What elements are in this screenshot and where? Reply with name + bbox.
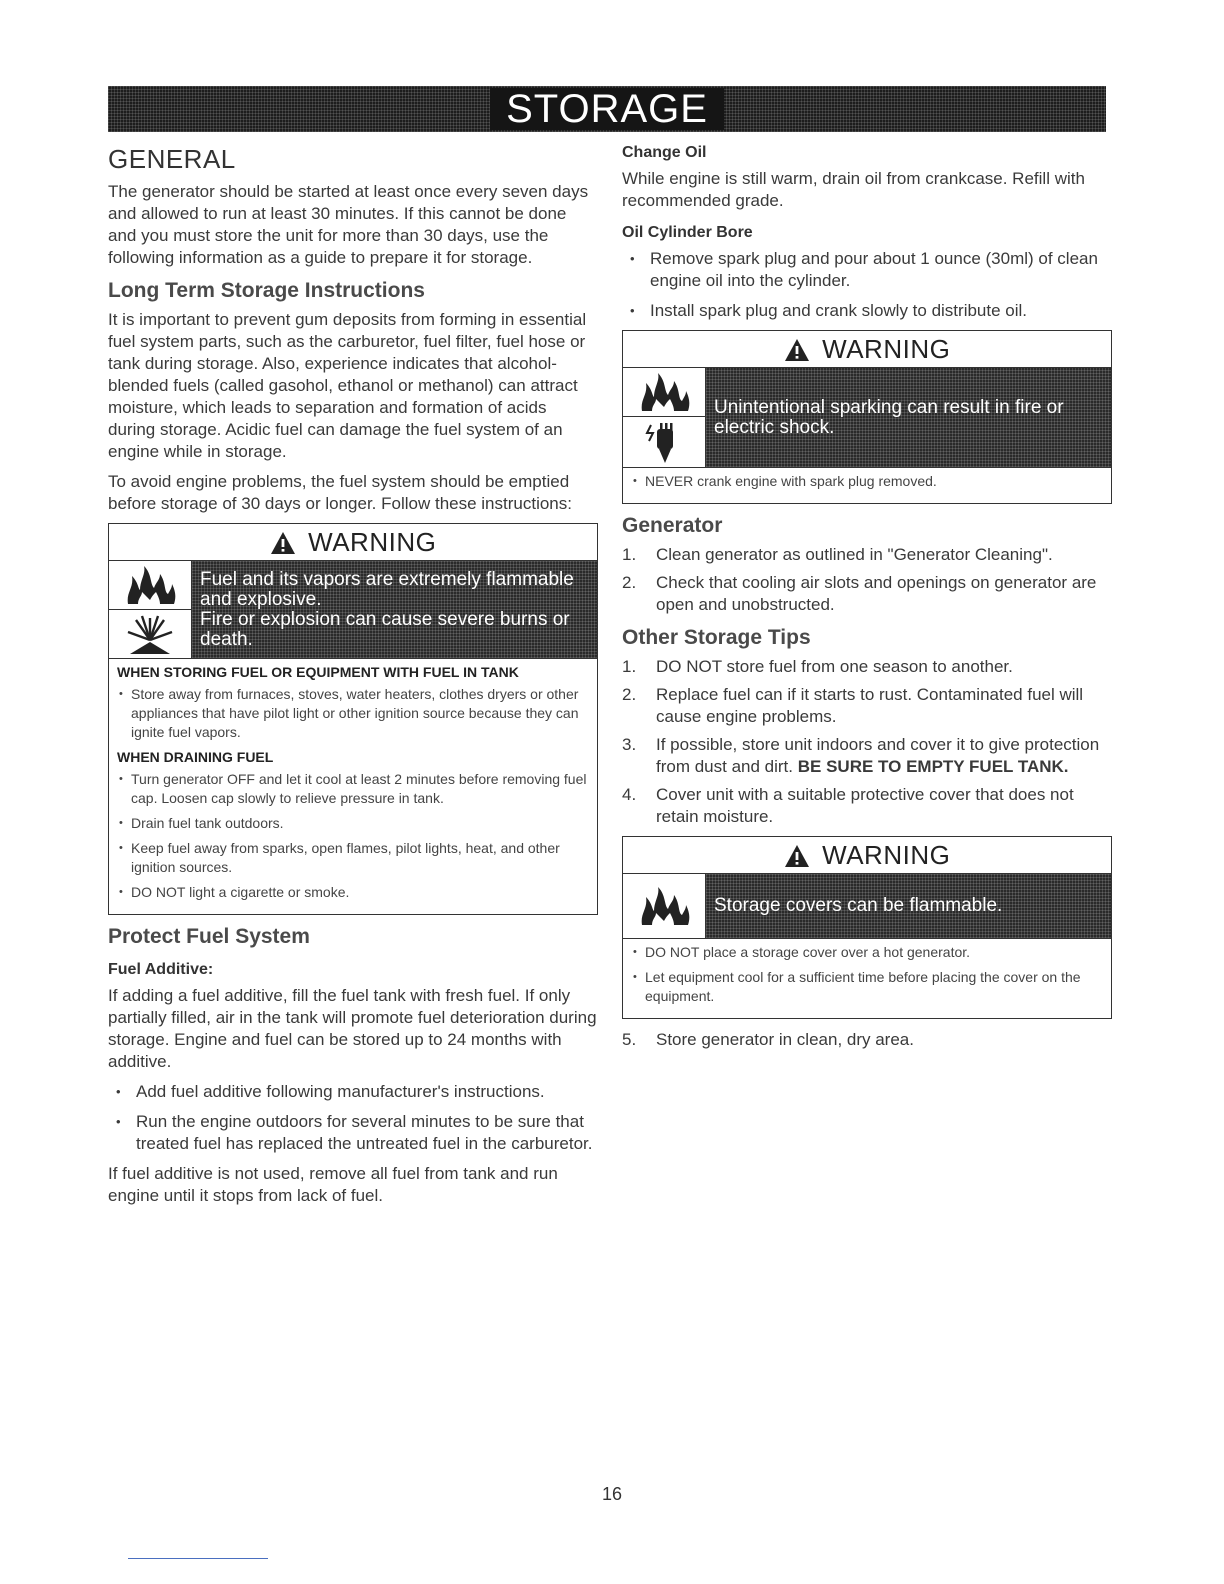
warning-hazard-row bbox=[623, 367, 1111, 468]
list-item: • Store away from furnaces, stoves, water heaters, clothes dryers or other appliances that have pilot light or other ignition source because they can ignite fuel vapors. bbox=[117, 685, 589, 742]
banner-title: STORAGE bbox=[490, 88, 724, 130]
list-item: • Add fuel additive following manufacturer's instructions. bbox=[108, 1081, 598, 1103]
other-tips-heading: Other Storage Tips bbox=[622, 626, 811, 649]
hazard-icons bbox=[623, 874, 706, 938]
hazard-icons bbox=[109, 561, 192, 658]
warning-triangle-icon bbox=[784, 844, 810, 868]
list-item: 5. Store generator in clean, dry area. bbox=[622, 1030, 914, 1049]
explosion-icon bbox=[109, 610, 191, 658]
list-item: • Drain fuel tank outdoors. bbox=[117, 814, 589, 833]
warning-hazard-row bbox=[623, 873, 1111, 939]
oil-cylinder-heading: Oil Cylinder Bore bbox=[622, 224, 753, 241]
right-column bbox=[622, 140, 1112, 1059]
draining-fuel-heading: WHEN DRAINING FUEL bbox=[117, 749, 274, 765]
list-item: • Install spark plug and crank slowly to distribute oil. bbox=[622, 300, 1112, 322]
hazard-message bbox=[706, 874, 1111, 938]
hazard-message bbox=[706, 368, 1111, 467]
list-item: • Keep fuel away from sparks, open flames, pilot lights, heat, and other ignition sources. bbox=[117, 839, 589, 877]
footer-divider bbox=[128, 1558, 268, 1559]
hazard-line-1: Fuel and its vapors are extremely flammable and explosive. bbox=[200, 568, 574, 610]
list-item: 2. Check that cooling air slots and openings on generator are open and unobstructed. bbox=[622, 573, 1097, 614]
warning-title: WARNING bbox=[822, 840, 951, 870]
warning-title: WARNING bbox=[822, 334, 951, 364]
generator-heading: Generator bbox=[622, 514, 723, 537]
left-column bbox=[108, 140, 598, 1215]
list-item: • DO NOT place a storage cover over a hot generator. bbox=[631, 943, 1103, 962]
hazard-line-1: Unintentional sparking can result in fire or electric shock. bbox=[714, 396, 1064, 438]
list-item: • Run the engine outdoors for several minutes to be sure that treated fuel has replaced the untreated fuel in the carburetor. bbox=[108, 1111, 598, 1155]
hazard-icons bbox=[623, 368, 706, 467]
change-oil-text: While engine is still warm, drain oil from crankcase. Refill with recommended grade. bbox=[622, 169, 1085, 210]
warning-header bbox=[623, 331, 1111, 367]
empty-tank-emphasis: BE SURE TO EMPTY FUEL TANK. bbox=[797, 757, 1069, 776]
warning-title: WARNING bbox=[308, 527, 437, 557]
no-additive-text: If fuel additive is not used, remove all fuel from tank and run engine until it stops from lack of fuel. bbox=[108, 1164, 558, 1205]
warning-header bbox=[623, 837, 1111, 873]
list-item: • NEVER crank engine with spark plug removed. bbox=[631, 472, 1103, 491]
cover-warning-box bbox=[622, 836, 1112, 1019]
warning-triangle-icon bbox=[784, 338, 810, 362]
list-item: • Remove spark plug and pour about 1 ounce (30ml) of clean engine oil into the cylinder. bbox=[622, 248, 1112, 292]
hazard-message bbox=[192, 561, 597, 658]
list-item: 2. Replace fuel can if it starts to rust. Contaminated fuel will cause engine problems. bbox=[622, 685, 1084, 726]
warning-triangle-icon bbox=[270, 531, 296, 555]
long-term-paragraph-1: It is important to prevent gum deposits from forming in essential fuel system parts, such as the carburetor, fuel filter, fuel hose or tank during storage. Also, experience indicates that alcohol-blended fuels (called gasohol, ethanol or methanol) can attract moisture, which leads to separation and formation of acids during storage. Acidic fuel can damage the fuel system of an engine while in storage. bbox=[108, 310, 587, 461]
fuel-warning-box bbox=[108, 523, 598, 915]
list-item: 1. DO NOT store fuel from one season to another. bbox=[622, 657, 1013, 676]
list-item: • DO NOT light a cigarette or smoke. bbox=[117, 883, 589, 902]
list-item: 1. Clean generator as outlined in "Generator Cleaning". bbox=[622, 545, 1053, 564]
long-term-heading: Long Term Storage Instructions bbox=[108, 279, 425, 302]
spark-warning-box bbox=[622, 330, 1112, 504]
warning-instructions bbox=[623, 468, 1111, 503]
protect-fuel-heading: Protect Fuel System bbox=[108, 925, 310, 948]
flame-icon bbox=[109, 561, 191, 610]
storage-banner bbox=[108, 86, 1106, 132]
warning-header bbox=[109, 524, 597, 560]
hazard-line-2: Fire or explosion can cause severe burns or death. bbox=[200, 608, 570, 650]
list-item: • Turn generator OFF and let it cool at least 2 minutes before removing fuel cap. Loosen cap slowly to relieve pressure in tank. bbox=[117, 770, 589, 808]
flame-icon bbox=[623, 368, 705, 417]
list-item: 4. Cover unit with a suitable protective cover that does not retain moisture. bbox=[622, 785, 1074, 826]
long-term-paragraph-2: To avoid engine problems, the fuel system should be emptied before storage of 30 days or longer. Follow these instructions: bbox=[108, 472, 572, 513]
hazard-line-1: Storage covers can be flammable. bbox=[714, 895, 1003, 916]
list-item: 3. If possible, store unit indoors and cover it to give protection from dust and dirt. BE SURE TO EMPTY FUEL TANK. bbox=[622, 735, 1100, 776]
flame-icon bbox=[623, 874, 705, 938]
list-item: • Let equipment cool for a sufficient time before placing the cover on the equipment. bbox=[631, 968, 1103, 1006]
fuel-additive-text: If adding a fuel additive, fill the fuel tank with fresh fuel. If only partially filled, air in the tank will promote fuel deterioration during storage. Engine and fuel can be stored up to 24 months with additive. bbox=[108, 986, 597, 1071]
general-text: The generator should be started at least once every seven days and allowed to run at least 30 minutes. If this cannot be done and you must store the unit for more than 30 days, use the following information as a guide to prepare it for storage. bbox=[108, 182, 589, 267]
page-number: 16 bbox=[601, 1484, 623, 1504]
electric-shock-icon bbox=[623, 417, 705, 467]
storing-fuel-heading: WHEN STORING FUEL OR EQUIPMENT WITH FUEL IN TANK bbox=[117, 664, 519, 680]
warning-instructions bbox=[109, 659, 597, 914]
fuel-additive-heading: Fuel Additive: bbox=[108, 961, 214, 978]
warning-hazard-row bbox=[109, 560, 597, 659]
warning-instructions bbox=[623, 939, 1111, 1018]
general-heading: GENERAL bbox=[108, 144, 236, 174]
change-oil-heading: Change Oil bbox=[622, 144, 707, 161]
